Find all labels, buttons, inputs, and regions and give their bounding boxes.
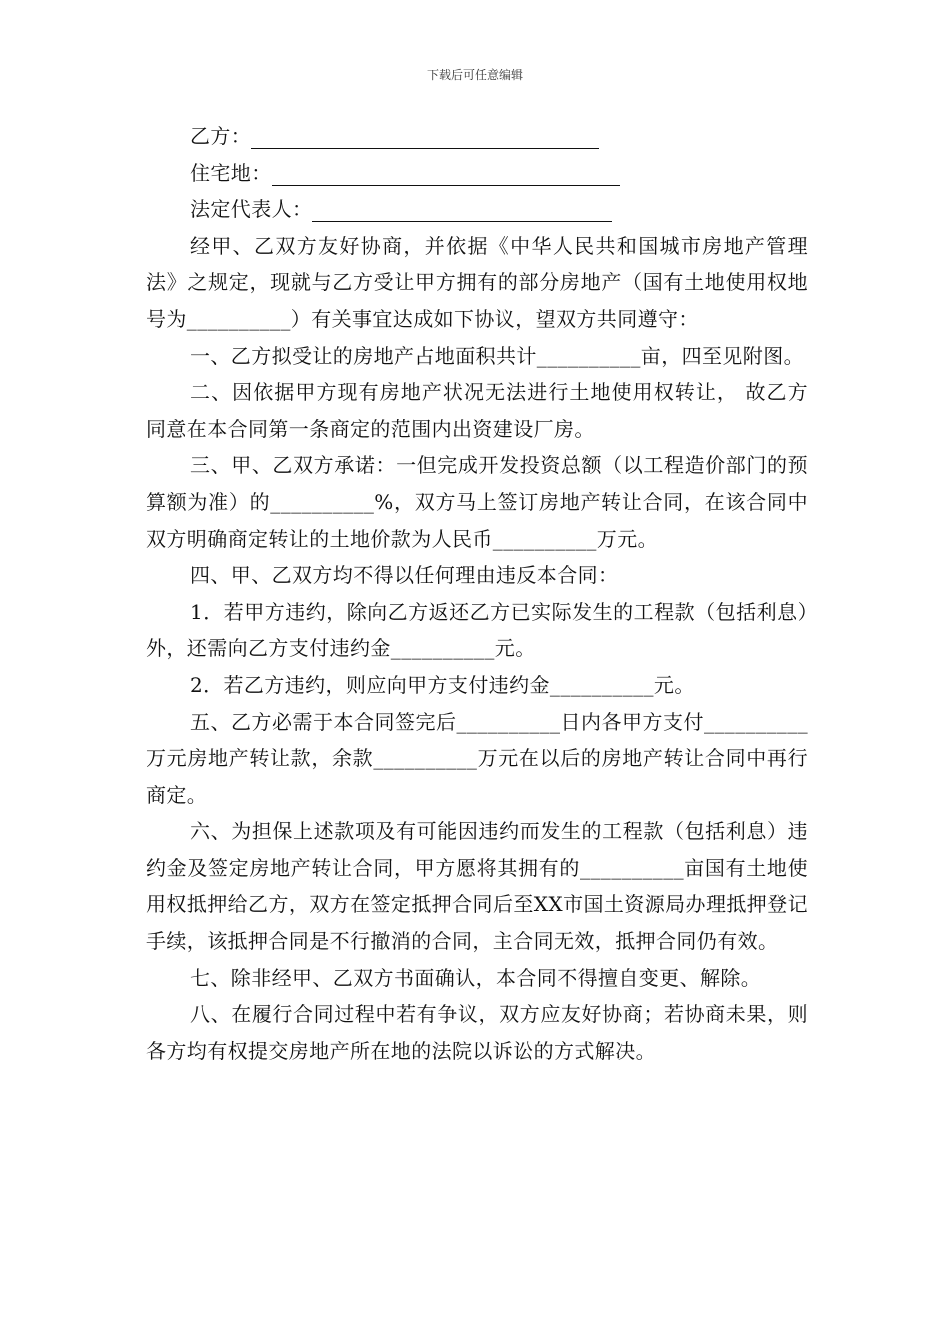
clause-5: 五、乙方必需于本合同签完后__________日内各甲方支付__________万元房地产转让款，余款__________万元在以后的房地产转让合同中再行商定。 xyxy=(146,709,808,807)
clause-4-item-2: 2．若乙方违约，则应向甲方支付违约金__________元。 xyxy=(190,672,695,697)
page-header: 下载后可任意编辑 xyxy=(426,68,523,82)
legal-representative-blank xyxy=(312,197,612,222)
clause-2: 二、因依据甲方现有房地产状况无法进行土地使用权转让， 故乙方同意在本合同第一条商定的范围内出资建设厂房。 xyxy=(146,380,808,441)
clause-6: 六、为担保上述款项及有可能因违约而发生的工程款（包括利息）违约金及签定房地产转让合同，甲方愿将其拥有的__________亩国有土地使用权抵押给乙方，双方在签定抵押合同后至XX市国土资源局办理抵押登记手续，该抵押合同是不行撤消的合同，主合同无效，抵押合同仍有效。 xyxy=(146,819,808,954)
clause-7: 七、除非经甲、乙双方书面确认，本合同不得擅自变更、解除。 xyxy=(190,965,762,990)
clause-8: 八、在履行合同过程中若有争议，双方应友好协商；若协商未果，则各方均有权提交房地产所在地的法院以诉讼的方式解决。 xyxy=(146,1002,808,1063)
party-b-label: 乙方： xyxy=(190,124,252,148)
contract-body xyxy=(146,118,808,1069)
address-field xyxy=(146,155,808,192)
party-b-field xyxy=(146,118,808,155)
address-label: 住宅地： xyxy=(190,160,272,185)
legal-representative-label: 法定代表人： xyxy=(190,197,313,222)
address-blank xyxy=(272,161,620,186)
clause-1: 一、乙方拟受让的房地产占地面积共计__________亩，四至见附图。 xyxy=(190,343,804,368)
preamble-paragraph: 经甲、乙双方友好协商，并依据《中华人民共和国城市房地产管理法》之规定，现就与乙方受让甲方拥有的部分房地产（国有土地使用权地号为__________）有关事宜达成如下协议，望双方共同遵守： xyxy=(146,233,808,331)
legal-representative-field xyxy=(146,191,808,228)
clause-4-item-1: 1．若甲方违约，除向乙方返还乙方已实际发生的工程款（包括利息）外，还需向乙方支付违约金__________元。 xyxy=(146,599,808,661)
clause-3: 三、甲、乙双方承诺：一但完成开发投资总额（以工程造价部门的预算额为准）的__________%，双方马上签订房地产转让合同，在该合同中双方明确商定转让的土地价款为人民币__________万元。 xyxy=(146,453,808,551)
clause-4: 四、甲、乙双方均不得以任何理由违反本合同： xyxy=(190,563,619,588)
party-b-blank xyxy=(251,124,599,149)
